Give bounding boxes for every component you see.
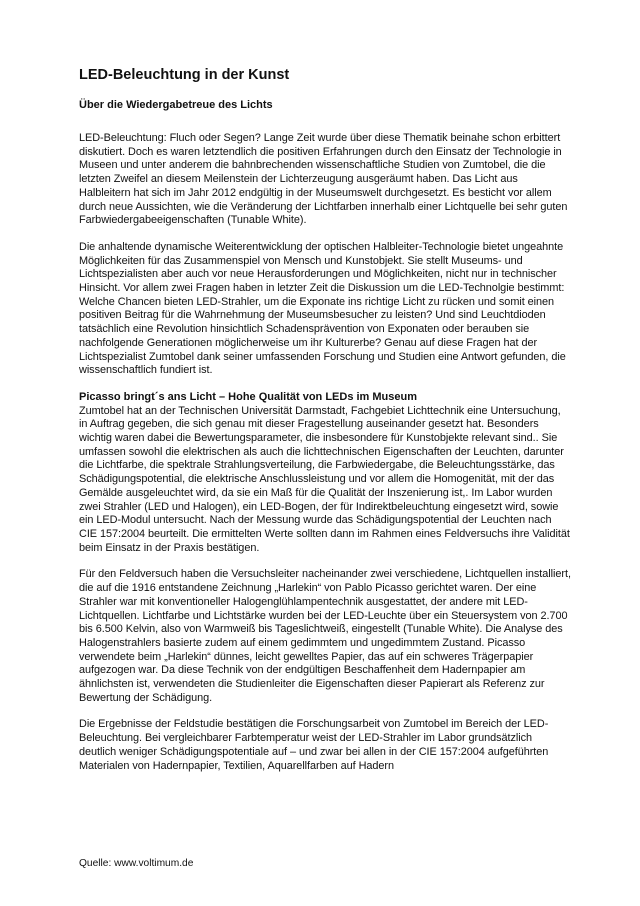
paragraph-development: Die anhaltende dynamische Weiterentwicklung der optischen Halbleiter-Technologie bietet ungeahnte Möglichkeiten für das Zusammenspiel von Mensch und Kunstobjekt. Sie stellt Museums- und Lichtspezialisten aber auch vor neue Herausforderungen und Möglichkeiten, nicht nur in technischer Hinsicht. Vor allem zwei Fragen haben in letzter Zeit die Diskussion um die LED-Technolgie bestimmt: Welche Chancen bieten LED-Strahler, um die Exponate ins richtige Licht zu rücken und somit einen positiven Beitrag für die Wahrnehmung der Museumsbesucher zu leisten? Und sind Leuchtdioden tatsächlich eine Revolution hinsichtlich Schadensprävention von Exponaten oder berauben sie nachfolgende Generationen möglicherweise um ihr Kulturerbe? Genau auf diese Fragen hat der Lichtspezialist Zumtobel dank seiner umfassenden Forschung und Studien eine Antwort gefunden, die wissenschaftlich fundiert ist. [79,240,566,377]
document-title: LED-Beleuchtung in der Kunst [79,67,290,83]
section-heading: Picasso bringt´s ans Licht – Hohe Qualität von LEDs im Museum [79,390,418,403]
source-citation: Quelle: www.voltimum.de [79,858,194,869]
paragraph-study: Zumtobel hat an der Technischen Universität Darmstadt, Fachgebiet Lichttechnik eine Untersuchung, in Auftrag gegeben, die sich genau mit dieser Fragestellung auseinander gesetzt hat. Besonders wichtig waren dabei die Bewertungsparameter, die insbesondere für Kunstobjekte relevant sind.. Sie umfassen sowohl die elektrischen als auch die lichttechnischen Eigenschaften der Leuchten, darunter die Lichtfarbe, die spektrale Strahlungsverteilung, die Farbwiedergabe, die Beleuchtungsstärke, das Schädigungspotential, die elektrische Anschlussleistung und vor allem die Homogenität, mit der das Gemälde ausgeleuchtet wird, da sie ein Maß für die Qualität der Inszenierung ist,. Im Labor wurden zwei Strahler (LED und Halogen), ein LED-Bogen, der für Indirektbeleuchtung eingesetzt wird, sowie ein LED-Modul untersucht. Nach der Messung wurde das Schädigungspotential der Leuchten nach CIE 157:2004 beurteilt. Die ermittelten Werte sollten dann im Rahmen eines Feldversuchs ihre Validität beim Einsatz in der Praxis bestätigen. [79,404,570,554]
paragraph-field-test: Für den Feldversuch haben die Versuchsleiter nacheinander zwei verschiedene, Lichtquellen installiert, die auf die 1916 entstandene Zeichnung „Harlekin“ von Pablo Picasso gerichtet waren. Der eine Strahler war mit konventioneller Halogenglühlampentechnik ausgestattet, der andere mit LED-Lichtquellen. Lichtfarbe und Lichtstärke wurden bei der LED-Leuchte über ein Steuersystem von 2.700 bis 6.500 Kelvin, also von Warmweiß bis Tageslichtweiß, eingestellt (Tunable White). Die Analyse des Halogenstrahlers basierte zudem auf einem gedimmtem und ungedimmtem Zustand. Picasso verwendete beim „Harlekin“ dünnes, leicht gewelltes Papier, das auf ein schweres Trägerpapier aufgezogen war. Da diese Technik von der endgültigen Beschaffenheit dem Hadernpapier am ähnlichsten ist, verwendeten die Studienleiter die Eigenschaften dieser Papierart als Referenz zur Bewertung der Schädigung. [79,568,571,704]
document-subtitle: Über die Wiedergabetreue des Lichts [79,99,273,111]
paragraph-intro: LED-Beleuchtung: Fluch oder Segen? Lange Zeit wurde über diese Thematik beinahe schon erbittert diskutiert. Doch es waren letztendlich die positiven Erfahrungen durch den Einsatz der Technologie in Museen und unter anderem die bahnbrechenden wissenschaftliche Studien von Zumtobel, die die letzten Zweifel an diesem Meilenstein der Lichterzeugung ausgeräumt haben. Das Licht aus Halbleitern hat sich im Jahr 2012 endgültig in der Museumswelt durchgesetzt. Es besticht vor allem durch neue Aussichten, wie die Veränderung der Lichtfarben innerhalb einer Lichtquelle bei sehr guten Farbwiedergabeeigenschaften (Tunable White). [79,132,568,227]
paragraph-results: Die Ergebnisse der Feldstudie bestätigen die Forschungsarbeit von Zumtobel im Bereich der LED-Beleuchtung. Bei vergleichbarer Farbtemperatur weist der LED-Strahler im Labor grundsätzlich deutlich weniger Schädigungspotentiale auf – und zwar bei allen in der CIE 157:2004 aufgeführten Materialen von Hadernpapier, Textilien, Aquarellfarben auf Hadern [79,718,549,772]
document-page [79,66,571,786]
